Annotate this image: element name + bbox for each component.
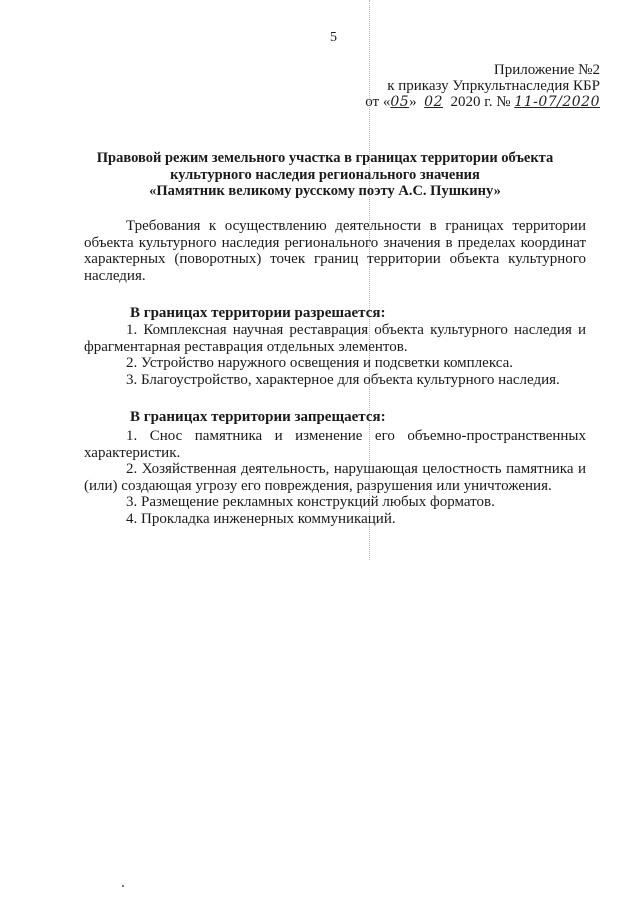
prohibited-item: 3. Размещение рекламных конструкций любых форматов. bbox=[126, 494, 495, 511]
prohibited-list bbox=[84, 428, 586, 528]
appendix-date-line bbox=[365, 94, 600, 110]
date-from: от « bbox=[365, 94, 391, 110]
intro-paragraph: Требования к осуществлению деятельности в границах территории объекта культурного наследия регионального значения в пределах координат характерных (поворотных) точек границ территории объекта культурного наследия. bbox=[84, 218, 586, 284]
allowed-item: 2. Устройство наружного освещения и подсветки комплекса. bbox=[126, 355, 513, 372]
scan-speck bbox=[122, 885, 124, 887]
appendix-header bbox=[365, 62, 600, 110]
handwritten-number: 11-07/2020 bbox=[514, 94, 600, 110]
title-line-3: «Памятник великому русскому поэту А.С. Пушкину» bbox=[149, 183, 501, 199]
date-year: 2020 г. № bbox=[450, 94, 511, 110]
handwritten-day: 05 bbox=[390, 94, 410, 110]
prohibited-item: 2. Хозяйственная деятельность, нарушающая целостность памятника и (или) создающая угрозу его повреждения, разрушения или уничтожения. bbox=[84, 461, 586, 494]
prohibited-item: 1. Снос памятника и изменение его объемно-пространственных характеристик. bbox=[84, 428, 586, 461]
title-line-1: Правовой режим земельного участка в границах территории объекта bbox=[96, 150, 554, 166]
allowed-item: 1. Комплексная научная реставрация объекта культурного наследия и фрагментарная реставрация отдельных элементов. bbox=[84, 322, 586, 355]
document-title bbox=[60, 150, 590, 200]
handwritten-month: 02 bbox=[424, 94, 443, 110]
page-number: 5 bbox=[330, 30, 337, 45]
prohibited-item: 4. Прокладка инженерных коммуникаций. bbox=[126, 510, 396, 527]
title-line-2: культурного наследия регионального значения bbox=[170, 166, 480, 183]
allowed-heading: В границах территории разрешается: bbox=[130, 305, 386, 321]
appendix-order: к приказу Упркультнаследия КБР bbox=[387, 78, 600, 94]
allowed-item: 3. Благоустройство, характерное для объекта культурного наследия. bbox=[126, 371, 560, 388]
appendix-title: Приложение №2 bbox=[493, 62, 600, 78]
allowed-list bbox=[84, 322, 586, 388]
date-close: » bbox=[409, 94, 417, 110]
prohibited-heading: В границах территории запрещается: bbox=[130, 409, 386, 425]
